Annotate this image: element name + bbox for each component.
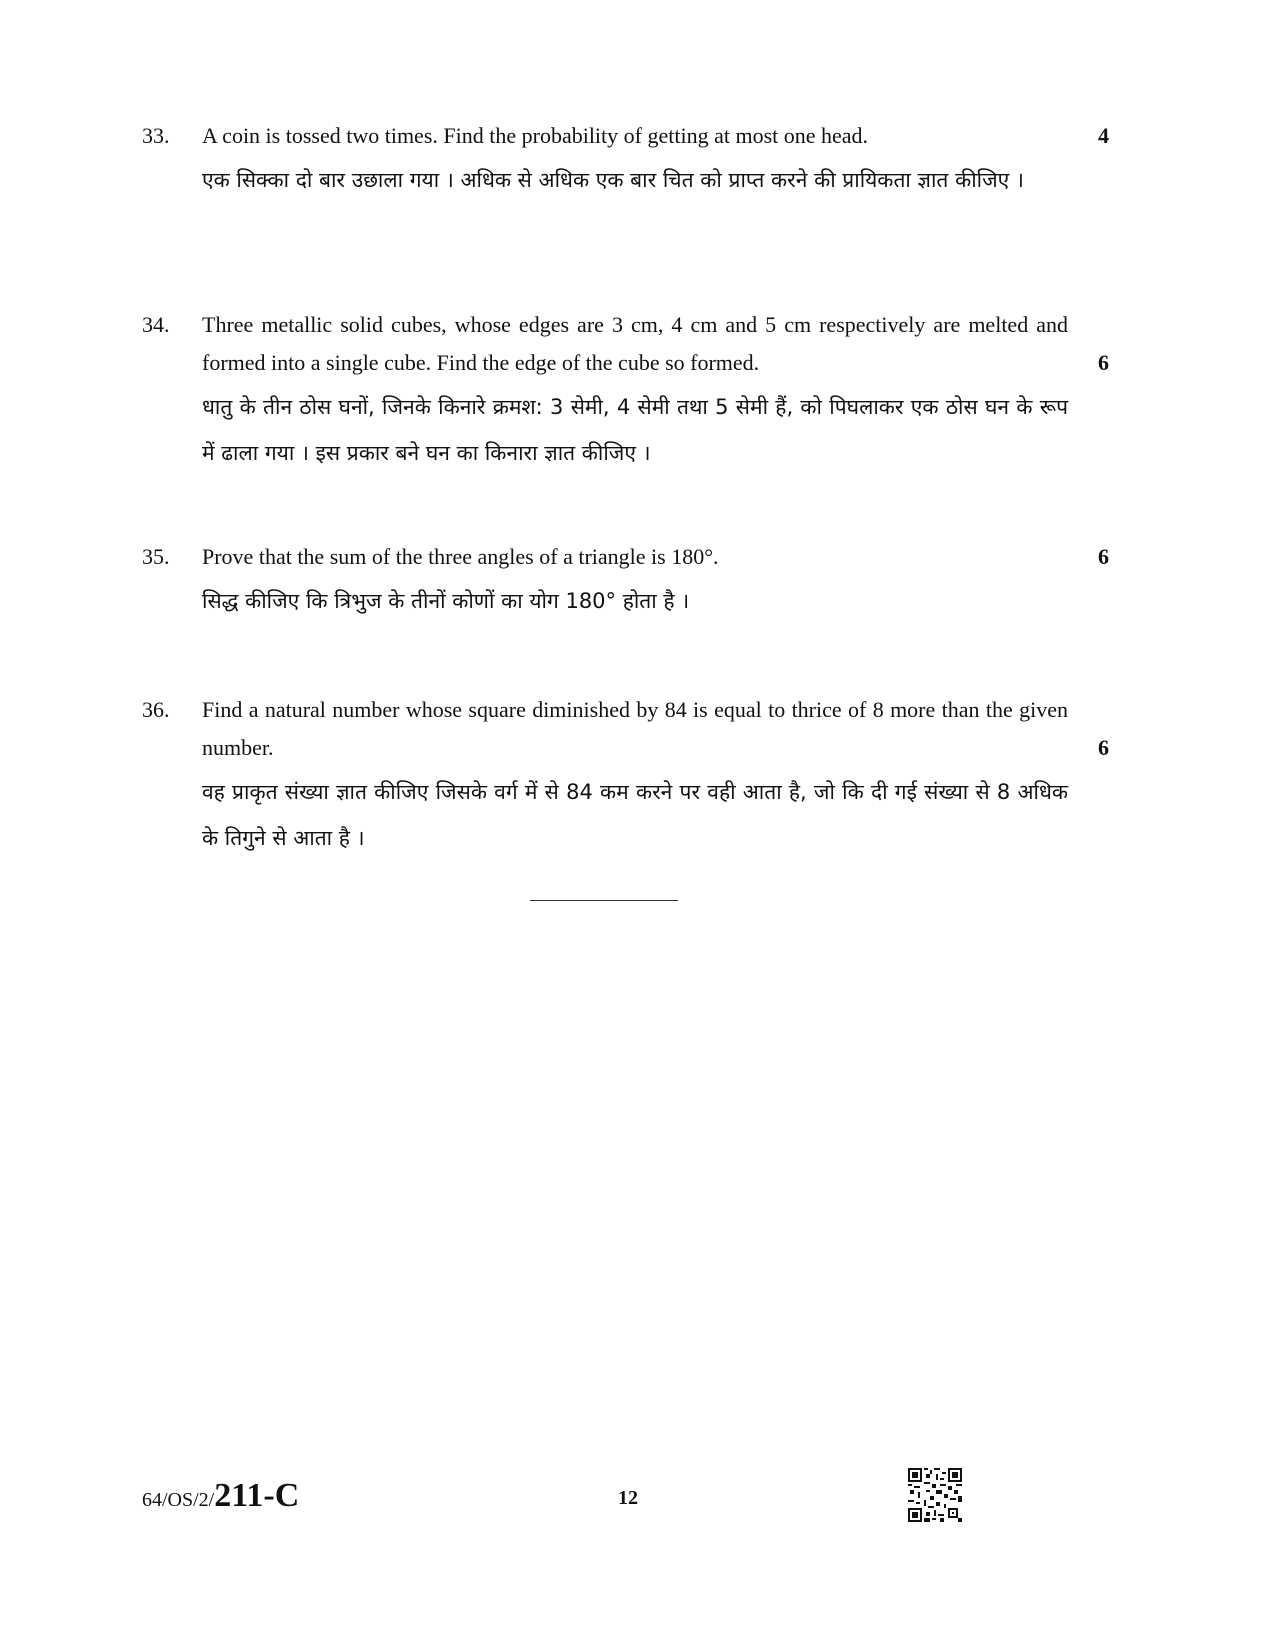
paper-code-prefix: 64/OS/2/	[142, 1489, 215, 1511]
question-body	[202, 538, 1068, 624]
question-marks: 4	[1098, 123, 1109, 148]
question-body	[202, 306, 1068, 476]
question-text-english: Prove that the sum of the three angles of a triangle is 180°.	[202, 544, 719, 569]
paper-code	[142, 1476, 299, 1520]
question-number: 33.	[142, 123, 170, 148]
page-number: 12	[618, 1487, 638, 1509]
question-text-english: A coin is tossed two times. Find the probability of getting at most one head.	[202, 123, 869, 148]
question-marks: 6	[1098, 544, 1109, 569]
question-text-hindi: धातु के तीन ठोस घनों, जिनके किनारे क्रमश: 3 सेमी, 4 सेमी तथा 5 सेमी हैं, को पिघलाकर एक ठोस घन के रूप में ढाला गया । इस प्रकार बने घन का किनारा ज्ञात कीजिए ।	[202, 395, 1068, 465]
question-number: 35.	[142, 544, 170, 569]
question-text-hindi: एक सिक्का दो बार उछाला गया । अधिक से अधिक एक बार चित को प्राप्त करने की प्रायिकता ज्ञात कीजिए ।	[202, 168, 1024, 192]
question-marks: 6	[1098, 350, 1109, 375]
question-number: 34.	[142, 312, 170, 337]
question-text-hindi: सिद्ध कीजिए कि त्रिभुज के तीनों कोणों का योग 180° होता है ।	[202, 589, 690, 613]
question-body	[202, 691, 1068, 861]
question-marks: 6	[1098, 735, 1109, 760]
question-body	[202, 117, 1068, 203]
qr-code-icon	[908, 1468, 962, 1522]
question-text-english: Find a natural number whose square diminished by 84 is equal to thrice of 8 more than the given number.	[202, 697, 1068, 760]
end-of-paper-rule	[530, 900, 678, 901]
question-number: 36.	[142, 697, 170, 722]
question-text-hindi: वह प्राकृत संख्या ज्ञात कीजिए जिसके वर्ग में से 84 कम करने पर वही आता है, जो कि दी गई संख्या से 8 अधिक के तिगुने से आता है ।	[202, 780, 1068, 850]
paper-code-main: 211-C	[214, 1477, 300, 1514]
question-text-english: Three metallic solid cubes, whose edges are 3 cm, 4 cm and 5 cm respectively are melted and formed into a single cube. Find the edge of the cube so formed.	[202, 312, 1068, 375]
